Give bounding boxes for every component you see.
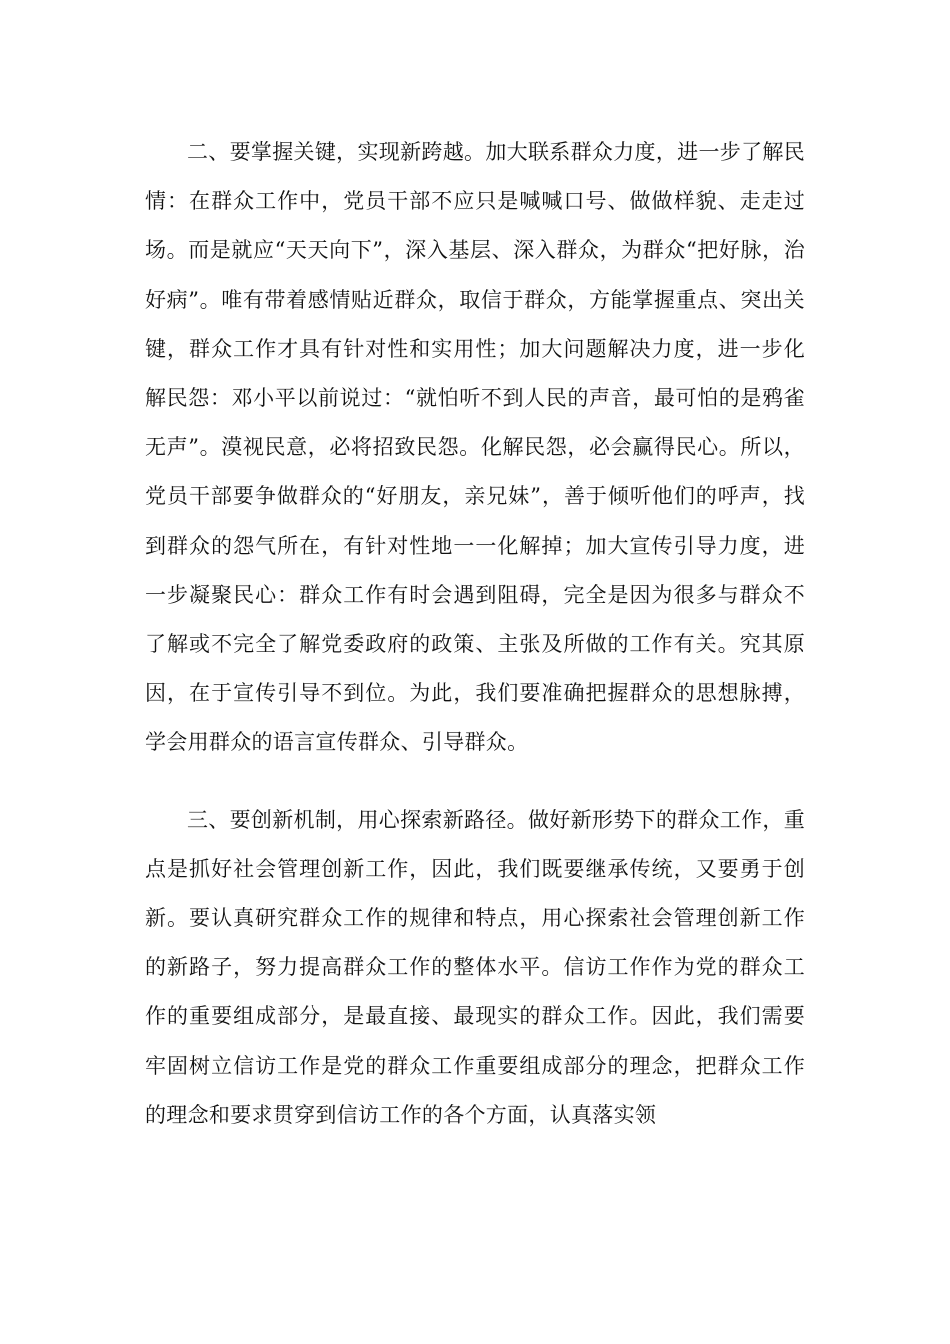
paragraph-section-two: 二、要掌握关键，实现新跨越。加大联系群众力度，进一步了解民情：在群众工作中，党员干部不应只是喊喊口号、做做样貌、走走过场。而是就应“天天向下”，深入基层、深入群众，为群众“把好脉，治好病”。唯有带着感情贴近群众，取信于群众，方能掌握重点、突出关键，群众工作才具有针对性和实用性；加大问题解决力度，进一步化解民怨：邓小平以前说过：“就怕听不到人民的声音，最可怕的是鸦雀无声”。漠视民意，必将招致民怨。化解民怨，必会赢得民心。所以，党员干部要争做群众的“好朋友，亲兄妹”，善于倾听他们的呼声，找到群众的怨气所在，有针对性地一一化解掉；加大宣传引导力度，进一步凝聚民心：群众工作有时会遇到阻碍，完全是因为很多与群众不了解或不完全了解党委政府的政策、主张及所做的工作有关。究其原因，在于宣传引导不到位。为此，我们要准确把握群众的思想脉搏，学会用群众的语言宣传群众、引导群众。 — [145, 140, 805, 755]
document-body — [145, 128, 805, 1140]
paragraph-section-three: 三、要创新机制，用心探索新路径。做好新形势下的群众工作，重点是抓好社会管理创新工作，因此，我们既要继承传统，又要勇于创新。要认真研究群众工作的规律和特点，用心探索社会管理创新工作的新路子，努力提高群众工作的整体水平。信访工作作为党的群众工作的重要组成部分，是最直接、最现实的群众工作。因此，我们需要牢固树立信访工作是党的群众工作重要组成部分的理念，把群众工作的理念和要求贯穿到信访工作的各个方面，认真落实领 — [145, 807, 805, 1127]
